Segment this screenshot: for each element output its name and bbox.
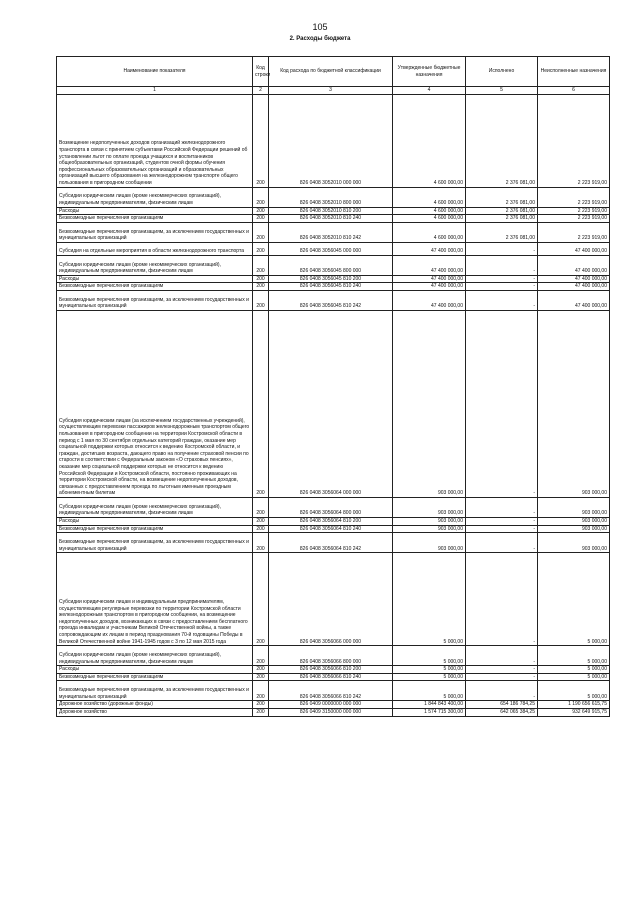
row-classification-code-cell: 826 0408 3056064 810 242: [269, 533, 393, 553]
row-classification-code-cell: 826 0408 3052010 810 240: [269, 215, 393, 223]
table-row: [57, 708, 610, 716]
table-header-row: [57, 57, 610, 87]
row-name-cell: Дорожное хозяйство (дорожные фонды): [57, 701, 253, 709]
row-line-code-cell: 200: [253, 310, 269, 497]
header-executed: Исполнено: [466, 57, 538, 87]
row-unexecuted-cell: 903 000,00: [538, 517, 610, 525]
row-approved-cell: 47 400 000,00: [393, 290, 466, 310]
row-classification-code-cell: 826 0408 3056066 810 242: [269, 681, 393, 701]
row-unexecuted-cell: 903 000,00: [538, 533, 610, 553]
row-approved-cell: 903 000,00: [393, 310, 466, 497]
row-unexecuted-cell: 2 223 919,00: [538, 222, 610, 242]
row-line-code-cell: 200: [253, 290, 269, 310]
row-line-code-cell: 200: [253, 255, 269, 275]
row-approved-cell: 4 600 000,00: [393, 187, 466, 207]
row-name-cell: Расходы: [57, 517, 253, 525]
row-name-cell: Возмещение недополученных доходов организаций железнодорожного транспорта в связи с принятием субъектами Российской Федерации решений об установлении льгот по оплате проезда учащихся и воспитанников общеобразовательных организаций, студентов очной формы обучения профессиональных образовательных организаций и образовательных организаций высшего образования на железнодорожном транспорте общего пользования в пригородном сообщении: [57, 94, 253, 187]
table-row: [57, 673, 610, 681]
row-approved-cell: 47 400 000,00: [393, 275, 466, 283]
header-classification-code: Код расхода по бюджетной классификации: [269, 57, 393, 87]
row-approved-cell: 903 000,00: [393, 517, 466, 525]
row-classification-code-cell: 826 0408 3056066 000 000: [269, 553, 393, 646]
row-name-cell: Безвозмездные перечисления организациям: [57, 283, 253, 291]
row-unexecuted-cell: 47 400 000,00: [538, 275, 610, 283]
row-name-cell: Субсидия на отдельные мероприятия в области железнодорожного транспорта: [57, 242, 253, 255]
table-row: [57, 207, 610, 215]
table-row: [57, 681, 610, 701]
table-row: [57, 222, 610, 242]
row-classification-code-cell: 826 0408 3056045 000 000: [269, 242, 393, 255]
column-number: 5: [466, 87, 538, 95]
row-line-code-cell: 200: [253, 283, 269, 291]
table-row: [57, 255, 610, 275]
row-approved-cell: 4 600 000,00: [393, 215, 466, 223]
table-row: [57, 290, 610, 310]
table-row: [57, 242, 610, 255]
table-row: [57, 517, 610, 525]
row-unexecuted-cell: 2 223 919,00: [538, 207, 610, 215]
row-unexecuted-cell: 2 223 919,00: [538, 187, 610, 207]
table-row: [57, 275, 610, 283]
row-line-code-cell: 200: [253, 533, 269, 553]
row-unexecuted-cell: 5 000,00: [538, 673, 610, 681]
row-line-code-cell: 200: [253, 94, 269, 187]
row-line-code-cell: 200: [253, 701, 269, 709]
row-classification-code-cell: 826 0409 0000000 000 000: [269, 701, 393, 709]
row-line-code-cell: 200: [253, 215, 269, 223]
row-classification-code-cell: 826 0408 3052010 800 000: [269, 187, 393, 207]
row-approved-cell: 5 000,00: [393, 666, 466, 674]
row-executed-cell: -: [466, 283, 538, 291]
row-classification-code-cell: 826 0408 3052010 810 242: [269, 222, 393, 242]
row-classification-code-cell: 826 0408 3056064 810 240: [269, 525, 393, 533]
table-row: [57, 497, 610, 517]
row-approved-cell: 5 000,00: [393, 681, 466, 701]
row-executed-cell: 2 376 081,00: [466, 187, 538, 207]
row-name-cell: Безвозмездные перечисления организациям: [57, 673, 253, 681]
row-name-cell: Субсидии юридическим лицам (кроме некоммерческих организаций), индивидуальным предпринимателям, физическим лицам: [57, 255, 253, 275]
header-approved: Утвержденные бюджетные назначения: [393, 57, 466, 87]
table-row: [57, 533, 610, 553]
row-classification-code-cell: 826 0408 3056045 810 200: [269, 275, 393, 283]
row-unexecuted-cell: 47 400 000,00: [538, 242, 610, 255]
row-line-code-cell: 200: [253, 673, 269, 681]
column-number: 3: [269, 87, 393, 95]
row-executed-cell: -: [466, 666, 538, 674]
row-approved-cell: 5 000,00: [393, 673, 466, 681]
row-unexecuted-cell: 903 000,00: [538, 497, 610, 517]
row-approved-cell: 903 000,00: [393, 525, 466, 533]
row-executed-cell: -: [466, 533, 538, 553]
row-name-cell: Субсидия юридическим лицам (за исключением государственных учреждений), осуществляющим перевозки пассажиров железнодорожным транспортом общего пользования в пригородном сообщении на территории Костромской области в период с 1 мая по 30 сентября отдельных категорий граждан, оказание мер социальной поддержки которых относится к ведению Костромской области, и граждан, достигших возраста, дающего право на получение страховой пенсии по старости в соответствии с Федеральным законом «О страховых пенсиях», оказание мер социальной поддержки которых не относится к ведению Российской Федерации и Костромской области, постоянно проживающих на территории Костромской области, на возмещение недополученных доходов, связанных с предоставлением проезда по льготным именным проездным абонементным билетам: [57, 310, 253, 497]
table-row: [57, 553, 610, 646]
row-name-cell: Безвозмездные перечисления организациям: [57, 525, 253, 533]
row-unexecuted-cell: 5 000,00: [538, 646, 610, 666]
row-name-cell: Субсидии юридическим лицам (кроме некоммерческих организаций), индивидуальным предпринимателям, физическим лицам: [57, 497, 253, 517]
table-row: [57, 646, 610, 666]
row-executed-cell: -: [466, 517, 538, 525]
row-line-code-cell: 200: [253, 275, 269, 283]
row-line-code-cell: 200: [253, 646, 269, 666]
row-unexecuted-cell: 5 000,00: [538, 666, 610, 674]
row-approved-cell: 4 600 000,00: [393, 94, 466, 187]
row-unexecuted-cell: 47 400 000,00: [538, 255, 610, 275]
row-name-cell: Безвозмездные перечисления организациям, за исключением государственных и муниципальных организаций: [57, 533, 253, 553]
row-name-cell: Расходы: [57, 207, 253, 215]
row-classification-code-cell: 826 0408 3052010 000 000: [269, 94, 393, 187]
row-classification-code-cell: 826 0408 3056045 810 242: [269, 290, 393, 310]
row-name-cell: Безвозмездные перечисления организациям, за исключением государственных и муниципальных организаций: [57, 222, 253, 242]
row-unexecuted-cell: 903 000,00: [538, 525, 610, 533]
row-line-code-cell: 200: [253, 525, 269, 533]
row-name-cell: Безвозмездные перечисления организациям: [57, 215, 253, 223]
table-row: [57, 666, 610, 674]
row-unexecuted-cell: 2 223 919,00: [538, 215, 610, 223]
row-approved-cell: 903 000,00: [393, 497, 466, 517]
table-row: [57, 310, 610, 497]
row-name-cell: Субсидии юридическим лицам и индивидуальным предпринимателям, осуществляющим регулярные перевозки по территории Костромской области железнодорожным транспортом в пригородном сообщении, на возмещение недополученных доходов, возникающих в связи с предоставлением бесплатного проезда инвалидам и участникам Великой Отечественной войны, а также сопровождающим их лицам в период празднования 70-й годовщины Победы в Великой Отечественной войне 1941-1945 годов с 3 по 12 мая 2015 года: [57, 553, 253, 646]
row-name-cell: Субсидии юридическим лицам (кроме некоммерческих организаций), индивидуальным предпринимателям, физическим лицам: [57, 187, 253, 207]
row-line-code-cell: 200: [253, 222, 269, 242]
row-unexecuted-cell: 1 190 656 615,75: [538, 701, 610, 709]
header-indicator-name: Наименование показателя: [57, 57, 253, 87]
row-line-code-cell: 200: [253, 497, 269, 517]
row-unexecuted-cell: 47 400 000,00: [538, 283, 610, 291]
row-approved-cell: 4 600 000,00: [393, 207, 466, 215]
row-line-code-cell: 200: [253, 666, 269, 674]
row-executed-cell: -: [466, 310, 538, 497]
table-row: [57, 94, 610, 187]
row-name-cell: Безвозмездные перечисления организациям, за исключением государственных и муниципальных организаций: [57, 681, 253, 701]
row-executed-cell: -: [466, 646, 538, 666]
row-classification-code-cell: 826 0408 3056045 800 000: [269, 255, 393, 275]
row-classification-code-cell: 826 0408 3056066 800 000: [269, 646, 393, 666]
section-title: 2. Расходы бюджета: [289, 36, 351, 42]
header-line-code: Код строки: [253, 57, 269, 87]
row-line-code-cell: 200: [253, 517, 269, 525]
row-classification-code-cell: 826 0408 3056066 810 240: [269, 673, 393, 681]
row-approved-cell: 47 400 000,00: [393, 242, 466, 255]
row-executed-cell: 2 376 081,00: [466, 215, 538, 223]
row-executed-cell: 2 376 081,00: [466, 94, 538, 187]
row-executed-cell: -: [466, 497, 538, 517]
row-name-cell: Расходы: [57, 666, 253, 674]
row-executed-cell: -: [466, 275, 538, 283]
row-executed-cell: -: [466, 553, 538, 646]
row-name-cell: Безвозмездные перечисления организациям, за исключением государственных и муниципальных организаций: [57, 290, 253, 310]
table-row: [57, 187, 610, 207]
row-line-code-cell: 200: [253, 187, 269, 207]
row-approved-cell: 903 000,00: [393, 533, 466, 553]
row-executed-cell: -: [466, 255, 538, 275]
row-line-code-cell: 200: [253, 242, 269, 255]
row-approved-cell: 47 400 000,00: [393, 283, 466, 291]
table-row: [57, 701, 610, 709]
row-approved-cell: 1 574 715 300,00: [393, 708, 466, 716]
row-approved-cell: 47 400 000,00: [393, 255, 466, 275]
row-executed-cell: -: [466, 673, 538, 681]
row-classification-code-cell: 826 0408 3056064 810 200: [269, 517, 393, 525]
row-line-code-cell: 200: [253, 207, 269, 215]
row-approved-cell: 4 600 000,00: [393, 222, 466, 242]
column-number: 6: [538, 87, 610, 95]
row-name-cell: Дорожное хозяйство: [57, 708, 253, 716]
row-executed-cell: -: [466, 525, 538, 533]
row-unexecuted-cell: 47 400 000,00: [538, 290, 610, 310]
row-executed-cell: -: [466, 681, 538, 701]
column-number: 1: [57, 87, 253, 95]
column-number: 4: [393, 87, 466, 95]
row-unexecuted-cell: 5 000,00: [538, 553, 610, 646]
row-executed-cell: 654 186 784,25: [466, 701, 538, 709]
row-unexecuted-cell: 5 000,00: [538, 681, 610, 701]
row-executed-cell: 642 065 384,25: [466, 708, 538, 716]
header-unexecuted: Неисполненные назначения: [538, 57, 610, 87]
row-classification-code-cell: 826 0408 3056045 810 240: [269, 283, 393, 291]
row-classification-code-cell: 826 0408 3056066 810 200: [269, 666, 393, 674]
row-unexecuted-cell: 903 000,00: [538, 310, 610, 497]
row-line-code-cell: 200: [253, 681, 269, 701]
row-line-code-cell: 200: [253, 708, 269, 716]
budget-expenses-table: [56, 56, 610, 717]
row-classification-code-cell: 826 0408 3052010 810 200: [269, 207, 393, 215]
table-row: [57, 525, 610, 533]
column-number-row: [57, 87, 610, 95]
row-line-code-cell: 200: [253, 553, 269, 646]
row-executed-cell: 2 376 081,00: [466, 207, 538, 215]
page-number: 105: [312, 22, 328, 32]
row-unexecuted-cell: 2 223 919,00: [538, 94, 610, 187]
column-number: 2: [253, 87, 269, 95]
table-row: [57, 283, 610, 291]
row-classification-code-cell: 826 0408 3056064 000 000: [269, 310, 393, 497]
table-row: [57, 215, 610, 223]
row-approved-cell: 5 000,00: [393, 553, 466, 646]
row-classification-code-cell: 826 0409 3150000 000 000: [269, 708, 393, 716]
row-executed-cell: -: [466, 242, 538, 255]
row-name-cell: Расходы: [57, 275, 253, 283]
row-executed-cell: 2 376 081,00: [466, 222, 538, 242]
row-name-cell: Субсидии юридическим лицам (кроме некоммерческих организаций), индивидуальным предпринимателям, физическим лицам: [57, 646, 253, 666]
row-executed-cell: -: [466, 290, 538, 310]
row-approved-cell: 5 000,00: [393, 646, 466, 666]
row-unexecuted-cell: 932 649 915,75: [538, 708, 610, 716]
row-approved-cell: 1 844 843 400,00: [393, 701, 466, 709]
row-classification-code-cell: 826 0408 3056064 800 000: [269, 497, 393, 517]
